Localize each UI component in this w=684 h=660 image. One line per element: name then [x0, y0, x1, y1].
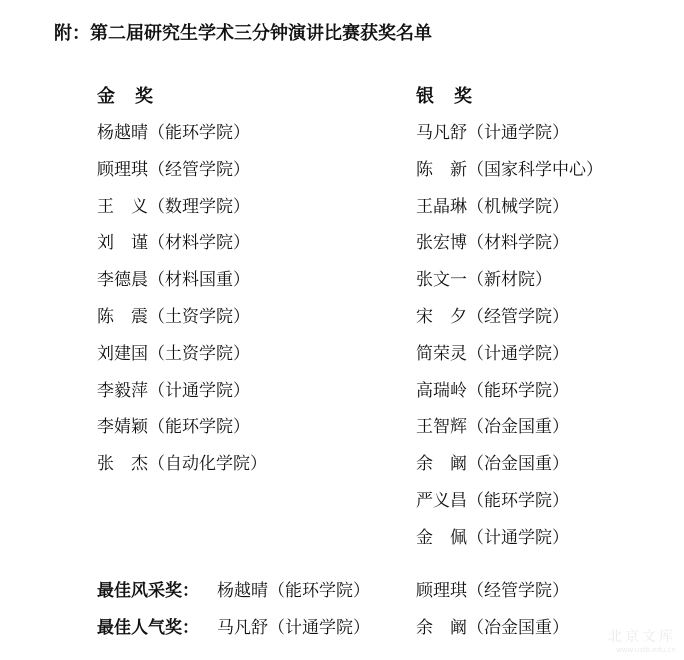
page-title: 附：第二届研究生学术三分钟演讲比赛获奖名单 [54, 23, 432, 44]
silver-winner: 王智辉（冶金国重） [416, 417, 569, 438]
watermark-url: www.ustb.edu.cn [616, 646, 676, 654]
gold-award-column [97, 85, 267, 489]
silver-winner: 金 佩（计通学院） [416, 527, 569, 548]
gold-award-heading: 金奖 [97, 86, 173, 107]
gold-winner: 李毅萍（计通学院） [97, 380, 250, 401]
gold-winner: 李德晨（材料国重） [97, 270, 250, 291]
best-style-award-winner: 杨越晴（能环学院） [217, 581, 370, 601]
silver-winner: 陈 新（国家科学中心） [416, 159, 603, 180]
best-popularity-award-row [97, 616, 569, 640]
silver-winner: 王晶琳（机械学院） [416, 196, 569, 217]
best-style-award-label: 最佳风采奖： [97, 581, 199, 601]
silver-winner: 张宏博（材料学院） [416, 233, 569, 254]
best-style-award-row [97, 579, 569, 603]
gold-winner: 顾理琪（经管学院） [97, 159, 250, 180]
best-popularity-award-winner: 余 阚（冶金国重） [416, 618, 569, 638]
silver-winner: 宋 夕（经管学院） [416, 306, 569, 327]
watermark-text: 北京文库 [608, 629, 676, 645]
silver-winner: 马凡舒（计通学院） [416, 123, 569, 143]
silver-award-heading: 银奖 [416, 86, 492, 107]
gold-winner: 陈 震（土资学院） [97, 306, 250, 327]
gold-winner: 王 义（数理学院） [97, 196, 250, 217]
silver-winner: 高瑞岭（能环学院） [416, 380, 569, 401]
site-watermark [608, 626, 676, 654]
gold-winner: 刘 谨（材料学院） [97, 233, 250, 254]
silver-winner: 张文一（新材院） [416, 270, 552, 291]
silver-winner: 严义昌（能环学院） [416, 490, 569, 511]
best-style-award-winner: 顾理琪（经管学院） [416, 581, 569, 601]
gold-winner: 李婧颖（能环学院） [97, 417, 250, 438]
silver-winner: 简荣灵（计通学院） [416, 343, 569, 364]
gold-winner: 刘建国（土资学院） [97, 343, 250, 364]
silver-award-column [416, 85, 603, 563]
gold-winner: 张 杰（自动化学院） [97, 454, 267, 475]
best-popularity-award-label: 最佳人气奖： [97, 618, 199, 638]
gold-winner: 杨越晴（能环学院） [97, 123, 250, 143]
best-popularity-award-winner: 马凡舒（计通学院） [217, 618, 370, 638]
silver-winner: 余 阚（冶金国重） [416, 454, 569, 475]
